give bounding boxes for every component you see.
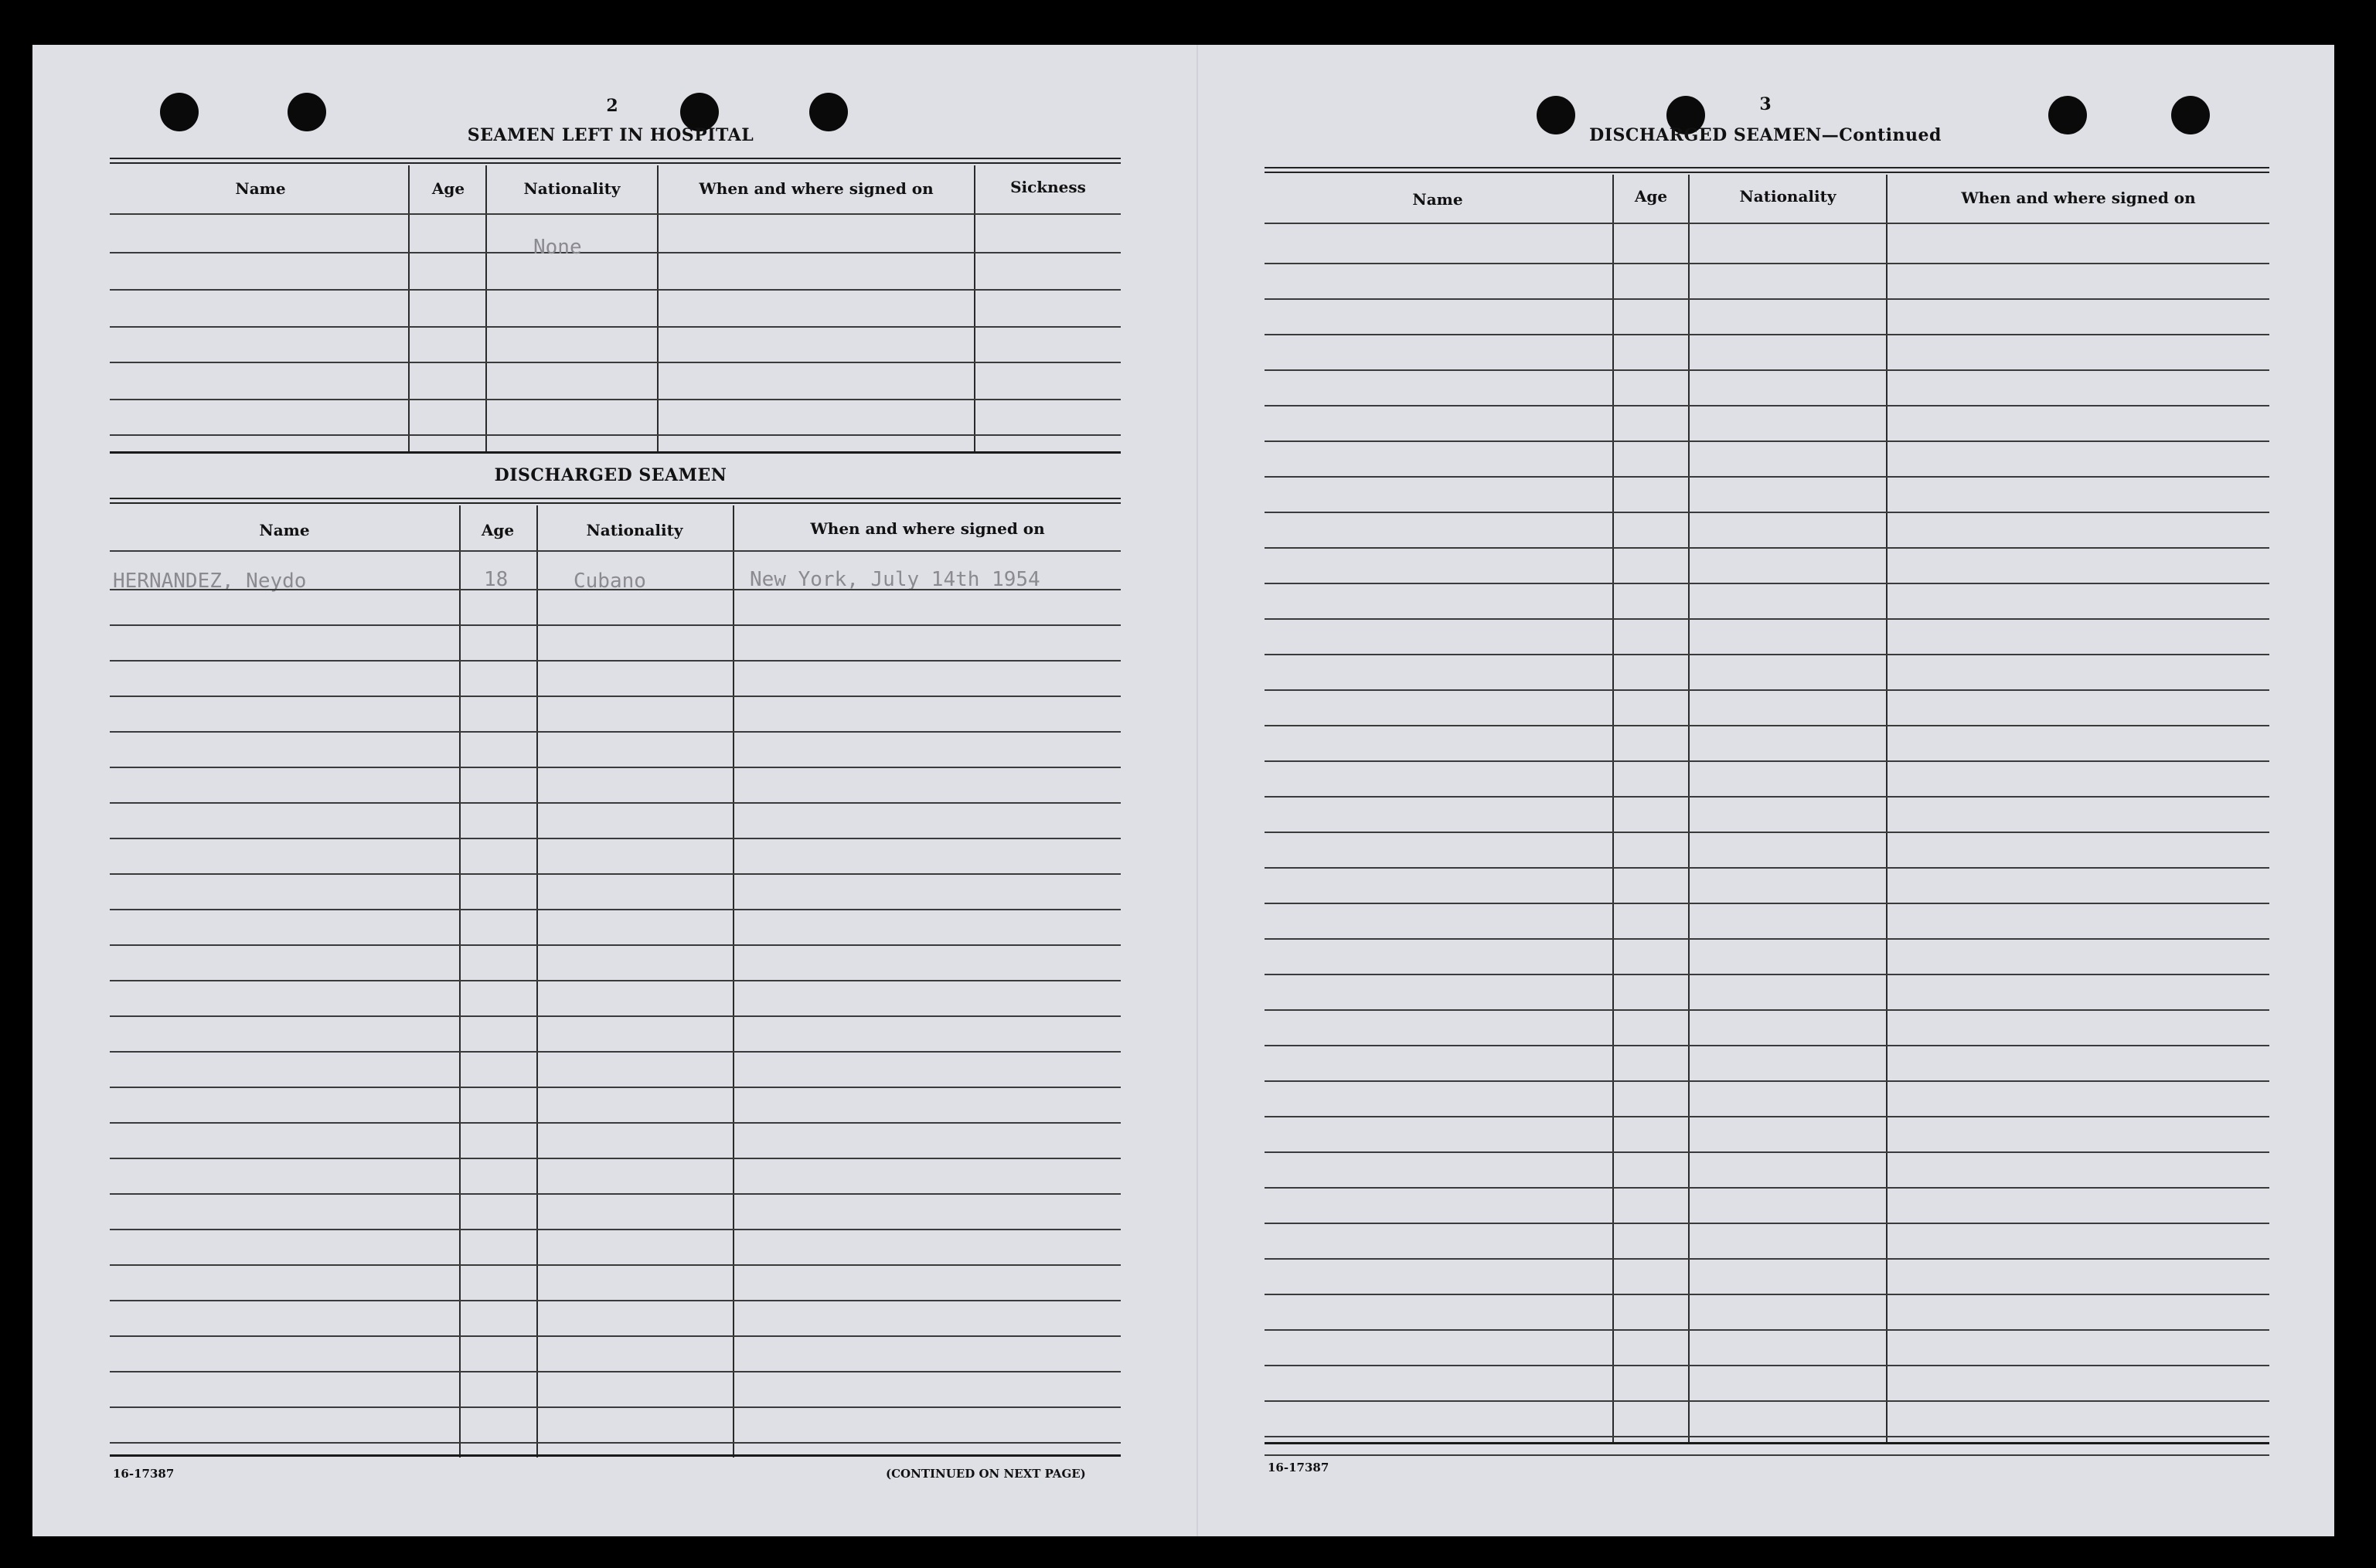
row-line <box>1265 1187 2269 1189</box>
row-line <box>1265 512 2269 513</box>
form-number: 16-17387 <box>113 1467 175 1481</box>
header-rule <box>1265 167 2269 168</box>
row-line <box>110 1264 1121 1266</box>
table-bottom-rule <box>110 451 1121 454</box>
row-line <box>1265 583 2269 584</box>
table-bottom-rule <box>1265 1454 2269 1456</box>
column-header-age: Age <box>431 179 465 198</box>
row-line <box>1265 1151 2269 1153</box>
row-line <box>1265 974 2269 975</box>
column-divider <box>408 165 410 451</box>
row-line <box>110 252 1121 253</box>
column-divider <box>536 505 538 1457</box>
row-line <box>110 731 1121 733</box>
row-line <box>1265 618 2269 620</box>
column-divider <box>1886 175 1888 1442</box>
seaman-nationality: Cubano <box>574 570 646 593</box>
row-line <box>110 434 1121 436</box>
row-line <box>110 624 1121 626</box>
table-bottom-rule <box>110 1454 1121 1457</box>
column-header-age: Age <box>1634 187 1668 206</box>
row-line <box>110 802 1121 804</box>
page-fold <box>1197 45 1198 1536</box>
punch-hole <box>1537 96 1575 134</box>
row-line <box>1265 867 2269 869</box>
hospital-section-title: SEAMEN LEFT IN HOSPITAL <box>467 125 754 145</box>
row-line <box>110 838 1121 839</box>
punch-hole <box>160 93 199 131</box>
row-line <box>1265 1365 2269 1366</box>
punch-hole <box>809 93 848 131</box>
row-line <box>110 767 1121 768</box>
row-line <box>110 1300 1121 1301</box>
row-line <box>1265 1329 2269 1331</box>
seaman-age: 18 <box>484 568 509 591</box>
row-line <box>1265 547 2269 549</box>
row-line <box>110 1051 1121 1053</box>
row-line <box>1265 903 2269 904</box>
header-rule <box>110 158 1121 159</box>
row-line <box>110 1193 1121 1195</box>
header-underline <box>110 213 1121 215</box>
punch-hole <box>2171 96 2210 134</box>
punch-hole <box>2048 96 2087 134</box>
row-line <box>110 326 1121 328</box>
row-line <box>110 660 1121 662</box>
row-line <box>1265 1045 2269 1046</box>
column-header-nationality: Nationality <box>586 521 683 539</box>
row-line <box>110 1122 1121 1124</box>
row-line <box>1265 1294 2269 1295</box>
row-line <box>110 362 1121 363</box>
column-divider <box>485 165 487 451</box>
discharged-section-title: DISCHARGED SEAMEN <box>494 465 727 485</box>
column-divider <box>1612 175 1614 1442</box>
row-line <box>1265 1116 2269 1117</box>
row-line <box>1265 725 2269 726</box>
row-line <box>1265 1258 2269 1260</box>
row-line <box>1265 440 2269 442</box>
column-divider <box>1688 175 1690 1442</box>
row-line <box>1265 1400 2269 1402</box>
row-line <box>1265 1223 2269 1224</box>
hospital-entry: None <box>533 236 582 259</box>
row-line <box>1265 476 2269 478</box>
header-rule <box>110 498 1121 499</box>
row-line <box>110 1087 1121 1088</box>
column-divider <box>459 505 461 1457</box>
punch-hole <box>288 93 326 131</box>
row-line <box>110 944 1121 946</box>
row-line <box>1265 369 2269 371</box>
row-line <box>110 1015 1121 1017</box>
row-line <box>1265 298 2269 300</box>
row-line <box>1265 1080 2269 1082</box>
header-underline <box>110 550 1121 552</box>
column-divider <box>657 165 659 451</box>
page-number: 2 <box>606 96 618 116</box>
form-number: 16-17387 <box>1268 1461 1329 1474</box>
column-divider <box>733 505 734 1457</box>
row-line <box>110 873 1121 875</box>
continued-section-title: DISCHARGED SEAMEN—Continued <box>1589 125 1942 145</box>
column-header-name: Name <box>1412 190 1463 209</box>
row-line <box>1265 689 2269 691</box>
header-underline <box>1265 223 2269 224</box>
column-header-nationality: Nationality <box>523 179 621 198</box>
row-line <box>1265 334 2269 335</box>
column-header-signed-on: When and where signed on <box>699 179 934 198</box>
row-line <box>1265 760 2269 762</box>
row-line <box>110 1371 1121 1372</box>
table-bottom-rule <box>1265 1442 2269 1444</box>
row-line <box>110 1229 1121 1230</box>
row-line <box>110 589 1121 590</box>
row-line <box>110 1335 1121 1337</box>
seaman-signed-on: New York, July 14th 1954 <box>750 568 1040 591</box>
row-line <box>1265 405 2269 406</box>
column-header-nationality: Nationality <box>1739 187 1836 206</box>
row-line <box>110 980 1121 981</box>
column-header-sickness: Sickness <box>1010 178 1086 196</box>
page-number: 3 <box>1759 94 1772 114</box>
row-line <box>1265 654 2269 655</box>
column-divider <box>974 165 975 451</box>
row-line <box>1265 832 2269 833</box>
row-line <box>1265 796 2269 798</box>
row-line <box>110 1158 1121 1159</box>
column-header-age: Age <box>481 521 515 539</box>
continued-note: (CONTINUED ON NEXT PAGE) <box>886 1467 1086 1481</box>
column-header-signed-on: When and where signed on <box>810 519 1045 538</box>
column-header-name: Name <box>235 179 286 198</box>
column-header-name: Name <box>259 521 310 539</box>
row-line <box>110 399 1121 400</box>
row-line <box>1265 1436 2269 1437</box>
row-line <box>110 909 1121 910</box>
scanned-form <box>32 45 2334 1536</box>
row-line <box>1265 1009 2269 1011</box>
row-line <box>110 1442 1121 1444</box>
row-line <box>1265 938 2269 940</box>
column-header-signed-on: When and where signed on <box>1961 189 2196 207</box>
row-line <box>110 696 1121 697</box>
row-line <box>110 1406 1121 1408</box>
row-line <box>1265 263 2269 264</box>
row-line <box>110 289 1121 291</box>
seaman-name: HERNANDEZ, Neydo <box>113 570 307 593</box>
